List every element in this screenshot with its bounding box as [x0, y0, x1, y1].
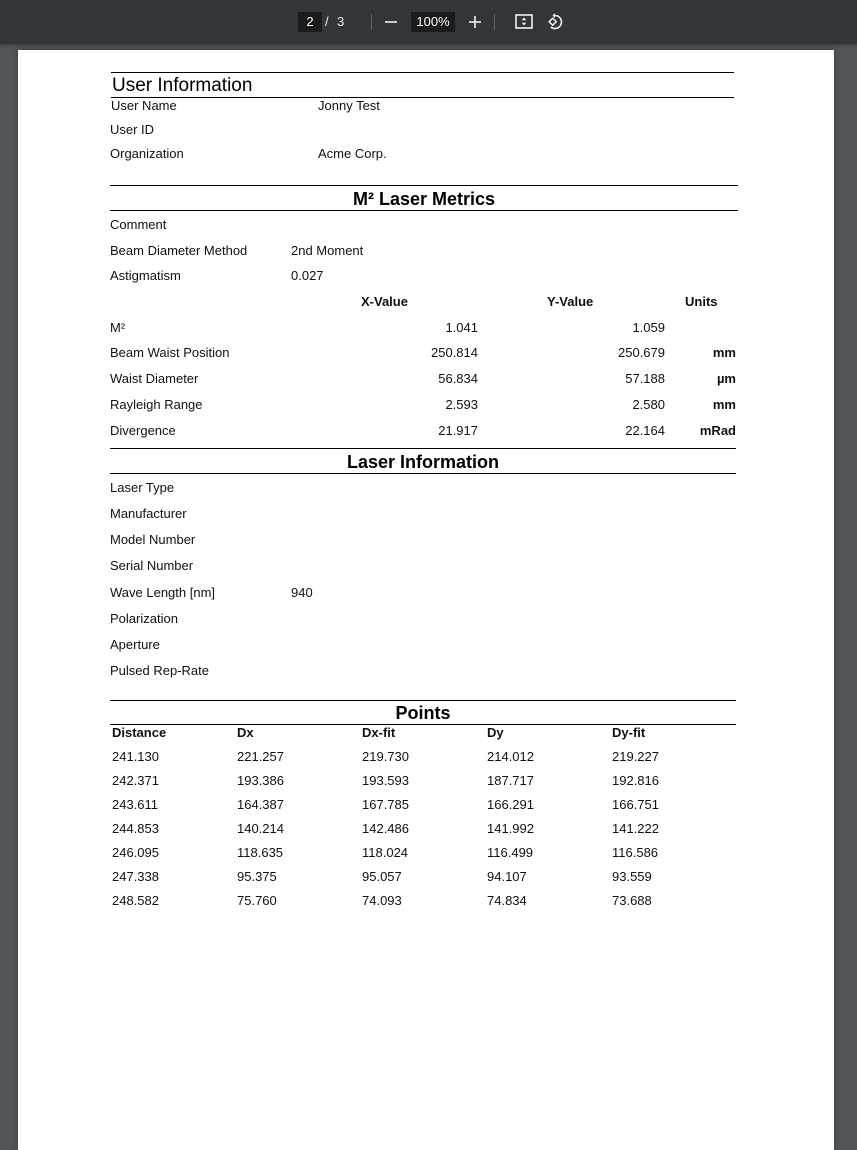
divider [110, 210, 738, 211]
cell-dx-fit: 74.093 [362, 893, 402, 908]
x-value-header: X-Value [361, 294, 408, 309]
zoom-out-button[interactable] [379, 10, 403, 34]
cell-distance: 246.095 [112, 845, 159, 860]
divider [110, 700, 736, 701]
column-header-dx: Dx [237, 725, 254, 740]
divider [110, 448, 736, 449]
organization-value: Acme Corp. [318, 146, 387, 161]
cell-dx-fit: 219.730 [362, 749, 409, 764]
pdf-page [18, 50, 834, 1150]
metric-units: µm [716, 371, 736, 386]
cell-dy: 166.291 [487, 797, 534, 812]
astigmatism-value: 0.027 [291, 268, 324, 283]
page-separator: / [325, 14, 329, 29]
cell-distance: 243.611 [112, 797, 159, 812]
metric-y-value: 57.188 [625, 371, 665, 386]
pdf-viewer[interactable] [0, 44, 857, 908]
cell-dx-fit: 142.486 [362, 821, 409, 836]
rotate-button[interactable] [544, 10, 568, 34]
cell-dx: 221.257 [237, 749, 284, 764]
metric-units: mRad [699, 423, 736, 438]
cell-dx-fit: 95.057 [362, 869, 402, 884]
cell-dx: 95.375 [237, 869, 277, 884]
section-title-user-information: User Information [112, 75, 253, 96]
cell-distance: 247.338 [112, 869, 159, 884]
cell-dy-fit: 93.559 [612, 869, 652, 884]
cell-dy: 214.012 [487, 749, 534, 764]
minus-icon [384, 15, 398, 29]
divider [111, 97, 734, 98]
fit-to-page-button[interactable] [512, 10, 536, 34]
beam-diameter-method-value: 2nd Moment [291, 243, 364, 258]
metric-label: M² [110, 320, 126, 335]
cell-distance: 241.130 [112, 749, 159, 764]
cell-dx-fit: 193.593 [362, 773, 409, 788]
cell-dy: 116.499 [487, 845, 534, 860]
fit-to-page-icon [514, 13, 534, 31]
metric-y-value: 1.059 [632, 320, 665, 335]
cell-dx: 75.760 [237, 893, 277, 908]
metric-x-value: 21.917 [438, 423, 478, 438]
metric-x-value: 1.041 [445, 320, 478, 335]
cell-dy: 141.992 [487, 821, 534, 836]
wavelength-value: 940 [291, 585, 313, 600]
metric-x-value: 2.593 [445, 397, 478, 412]
model-number-label: Model Number [110, 532, 196, 547]
zoom-level-input[interactable]: 100% [411, 12, 455, 32]
cell-dx-fit: 118.024 [362, 845, 409, 860]
wavelength-label: Wave Length [nm] [110, 585, 216, 600]
column-header-dy: Dy [487, 725, 504, 740]
total-pages: 3 [337, 14, 345, 29]
cell-dy-fit: 166.751 [612, 797, 659, 812]
user-name-label: User Name [111, 98, 177, 113]
cell-dx: 164.387 [237, 797, 284, 812]
units-header: Units [685, 294, 718, 309]
user-id-label: User ID [110, 122, 155, 137]
metric-y-value: 2.580 [632, 397, 665, 412]
rotate-counterclockwise-icon [546, 12, 566, 32]
user-name-value: Jonny Test [318, 98, 380, 113]
aperture-label: Aperture [110, 637, 160, 652]
divider [110, 473, 736, 474]
cell-distance: 248.582 [112, 893, 159, 908]
toolbar-divider [494, 14, 495, 30]
column-header-dy-fit: Dy-fit [612, 725, 646, 740]
cell-dy: 94.107 [487, 869, 527, 884]
cell-dy: 187.717 [487, 773, 534, 788]
page-number-input[interactable]: 2 [298, 12, 322, 32]
astigmatism-label: Astigmatism [110, 268, 181, 283]
divider [111, 72, 734, 73]
pdf-toolbar [0, 0, 857, 44]
cell-dx-fit: 167.785 [362, 797, 409, 812]
metric-y-value: 250.679 [618, 345, 665, 360]
cell-dy-fit: 116.586 [612, 845, 659, 860]
polarization-label: Polarization [110, 611, 178, 626]
y-value-header: Y-Value [547, 294, 594, 309]
cell-distance: 242.371 [112, 773, 159, 788]
comment-label: Comment [110, 217, 167, 232]
metric-x-value: 56.834 [438, 371, 478, 386]
cell-dy-fit: 73.688 [612, 893, 652, 908]
divider [110, 185, 738, 186]
metric-label: Waist Diameter [110, 371, 199, 386]
manufacturer-label: Manufacturer [110, 506, 187, 521]
metric-label: Beam Waist Position [110, 345, 230, 360]
cell-dy-fit: 219.227 [612, 749, 659, 764]
cell-dx: 118.635 [237, 845, 284, 860]
metric-units: mm [712, 397, 736, 412]
cell-distance: 244.853 [112, 821, 159, 836]
section-title-points: Points [395, 703, 451, 723]
section-title-laser-information: Laser Information [346, 452, 500, 472]
section-title-m2-laser-metrics: M² Laser Metrics [352, 189, 496, 209]
column-header-distance: Distance [112, 725, 167, 740]
column-header-dx-fit: Dx-fit [362, 725, 396, 740]
cell-dy: 74.834 [487, 893, 527, 908]
metric-units: mm [712, 345, 736, 360]
metric-x-value: 250.814 [431, 345, 478, 360]
metric-y-value: 22.164 [625, 423, 665, 438]
pulsed-rep-rate-label: Pulsed Rep-Rate [110, 663, 209, 678]
organization-label: Organization [110, 146, 184, 161]
cell-dx: 140.214 [237, 821, 284, 836]
cell-dy-fit: 141.222 [612, 821, 659, 836]
laser-type-label: Laser Type [110, 480, 175, 495]
cell-dx: 193.386 [237, 773, 284, 788]
metric-label: Divergence [110, 423, 176, 438]
zoom-in-button[interactable] [463, 10, 487, 34]
beam-diameter-method-label: Beam Diameter Method [110, 243, 248, 258]
toolbar-divider [371, 14, 372, 30]
cell-dy-fit: 192.816 [612, 773, 659, 788]
plus-icon [468, 15, 482, 29]
serial-number-label: Serial Number [110, 558, 194, 573]
metric-label: Rayleigh Range [110, 397, 203, 412]
